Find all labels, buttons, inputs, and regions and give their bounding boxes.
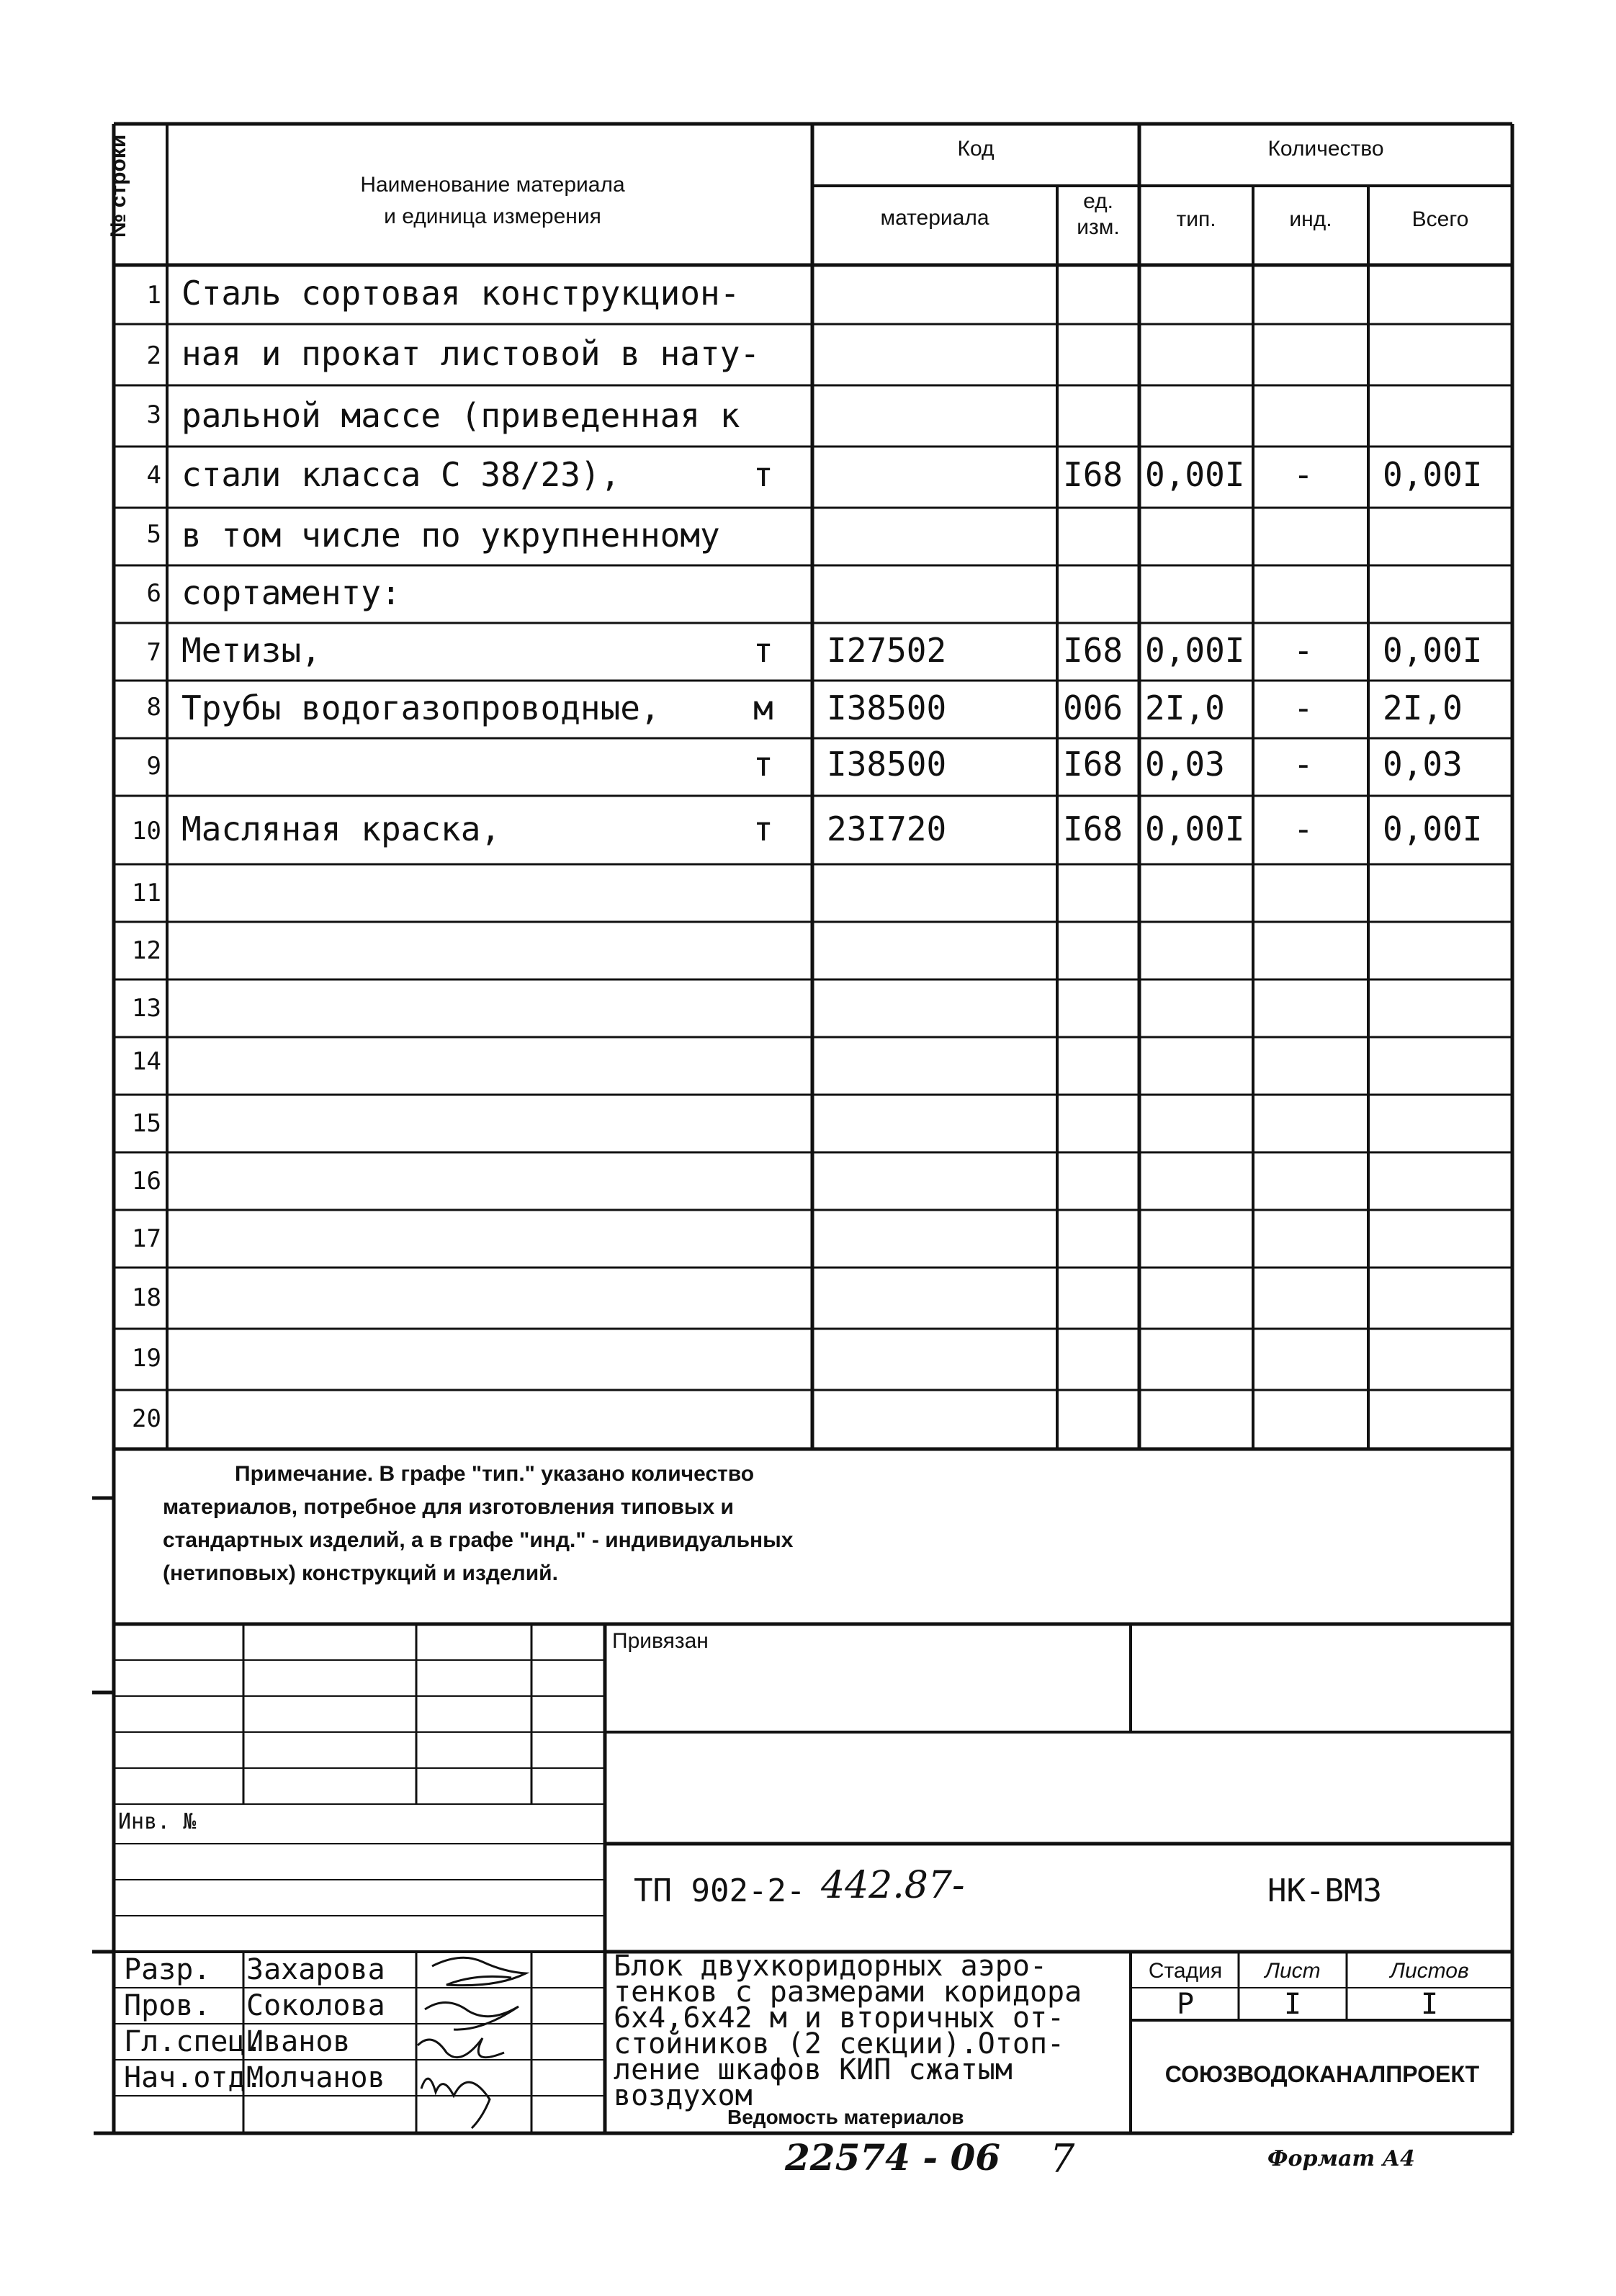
sheet-label: Лист [1265,1959,1321,1983]
doc-code: НК-ВМЗ [1267,1873,1382,1909]
row-number: 8 [146,693,161,722]
row-number: 17 [132,1224,161,1253]
row-number: 20 [132,1404,161,1433]
row-qty-typ: 0,00I [1145,631,1245,670]
note-line: стандартных изделий, а в графе "инд." - индивидуальных [163,1528,794,1552]
row-code: I38500 [827,745,947,784]
staff-name: Захарова [246,1953,385,1986]
row-name: стали класса С 38/23), [181,455,621,494]
row-name: Сталь сортовая конструкцион- [181,274,740,313]
row-qty-typ: 0,00I [1145,455,1245,494]
header-qty-total: Всего [1411,207,1469,231]
signature-3 [418,2038,504,2058]
row-unit-letter: т [753,810,773,848]
row-qty-typ: 0,00I [1145,810,1245,848]
header-code-unit: ед. изм. [1077,189,1120,239]
footer-handwritten-number: 22574 - 06 [785,2136,1001,2179]
staff-role: Разр. [124,1953,211,1986]
row-unit-code: I68 [1063,455,1123,494]
footer-format: Формат А4 [1267,2146,1415,2171]
row-number: 4 [146,461,161,490]
row-qty-ind: - [1293,745,1314,784]
staff-name: Молчанов [246,2061,385,2094]
staff-role: Нач.отд. [124,2061,263,2094]
row-code: I27502 [827,631,947,670]
header-quantity: Количество [1267,137,1384,161]
row-qty-typ: 2I,0 [1145,689,1225,727]
row-number: 3 [146,400,161,429]
row-qty-total: 0,00I [1383,455,1483,494]
description-line: 6х4,6х42 м и вторичных от- [614,2001,1065,2035]
staff-role: Гл.спец. [124,2025,263,2058]
footer-page-number: 7 [1050,2136,1075,2181]
document-subtitle: Ведомость материалов [727,2106,964,2128]
row-number: 6 [146,579,161,608]
inventory-number-label: Инв. № [118,1809,197,1834]
organization-name: СОЮЗВОДОКАНАЛПРОЕКТ [1164,2061,1480,2087]
row-qty-ind: - [1293,455,1314,494]
stage-label: Стадия [1148,1959,1223,1983]
row-qty-total: 0,00I [1383,810,1483,848]
header-row-number: № строки [107,134,130,238]
note [163,1458,1214,1590]
description-line: воздухом [614,2079,753,2112]
row-number: 19 [132,1344,161,1373]
note-line: Примечание. В графе "тип." указано количество [235,1462,755,1486]
sheets-label: Листов [1390,1959,1469,1983]
description-line: стойников (2 секции).Отоп- [614,2027,1065,2060]
row-qty-total: 0,03 [1383,745,1463,784]
row-number: 2 [146,341,161,370]
row-name: ная и прокат листовой в нату- [181,334,760,373]
header-name-line1: Наименование материала [360,173,625,197]
row-qty-total: 2I,0 [1383,689,1463,727]
row-number: 16 [132,1167,161,1196]
header-qty-ind: инд. [1289,207,1332,231]
doc-number-handwritten: 442.87- [821,1864,965,1907]
signatures-drawing [403,1945,547,2139]
row-name: Метизы, [181,631,321,670]
row-code: I38500 [827,689,947,727]
row-number: 10 [132,817,161,846]
row-unit-letter: т [753,745,773,784]
row-name: сортаменту: [181,573,401,612]
header-qty-typ: тип. [1176,207,1216,231]
note-line: (нетиповых) конструкций и изделий. [163,1561,558,1585]
row-number: 14 [132,1047,161,1076]
row-number: 18 [132,1283,161,1312]
row-name: Трубы водогазопроводные, [181,689,660,727]
row-name: ральной массе (приведенная к [181,396,740,435]
row-number: 1 [146,281,161,310]
row-number: 5 [146,520,161,549]
staff-name: Иванов [246,2025,351,2058]
staff-name: Соколова [246,1989,385,2022]
row-code: 23I720 [827,810,947,848]
row-number: 12 [132,936,161,965]
row-unit-letter: т [753,455,773,494]
row-qty-ind: - [1293,810,1314,848]
row-unit-code: 006 [1063,689,1123,727]
row-number: 15 [132,1109,161,1138]
row-unit-letter: т [753,631,773,670]
doc-number-printed: ТП 902-2- [634,1873,806,1909]
row-unit-code: I68 [1063,810,1123,848]
row-qty-ind: - [1293,631,1314,670]
row-number: 13 [132,994,161,1023]
description-line: Блок двухкоридорных аэро- [614,1950,1048,1983]
row-name: в том числе по укрупненному [181,516,720,555]
row-qty-total: 0,00I [1383,631,1483,670]
signature-1 [432,1958,526,1985]
row-unit-letter: м [753,689,773,727]
header-name-line2: и единица измерения [384,205,601,228]
row-number: 9 [146,752,161,781]
description-line: тенков с размерами коридора [614,1976,1082,2009]
row-number: 7 [146,638,161,667]
row-qty-ind: - [1293,689,1314,727]
row-qty-typ: 0,03 [1145,745,1225,784]
privyazan-label: Привязан [612,1629,709,1653]
row-number: 11 [132,879,161,907]
signature-2 [425,2002,519,2030]
sheet-value: I [1283,1988,1302,2021]
project-description [614,1950,1082,2112]
row-unit-code: I68 [1063,631,1123,670]
description-line: ление шкафов КИП сжатым [614,2053,1013,2086]
row-unit-code: I68 [1063,745,1123,784]
signature-4 [421,2078,490,2128]
stage-value: Р [1176,1988,1195,2021]
header-code-material: материала [880,206,989,230]
sheets-value: I [1420,1988,1439,2021]
staff-role: Пров. [124,1989,211,2022]
row-name: Масляная краска, [181,810,501,848]
note-line: материалов, потребное для изготовления типовых и [163,1495,734,1519]
header-code: Код [957,137,995,161]
